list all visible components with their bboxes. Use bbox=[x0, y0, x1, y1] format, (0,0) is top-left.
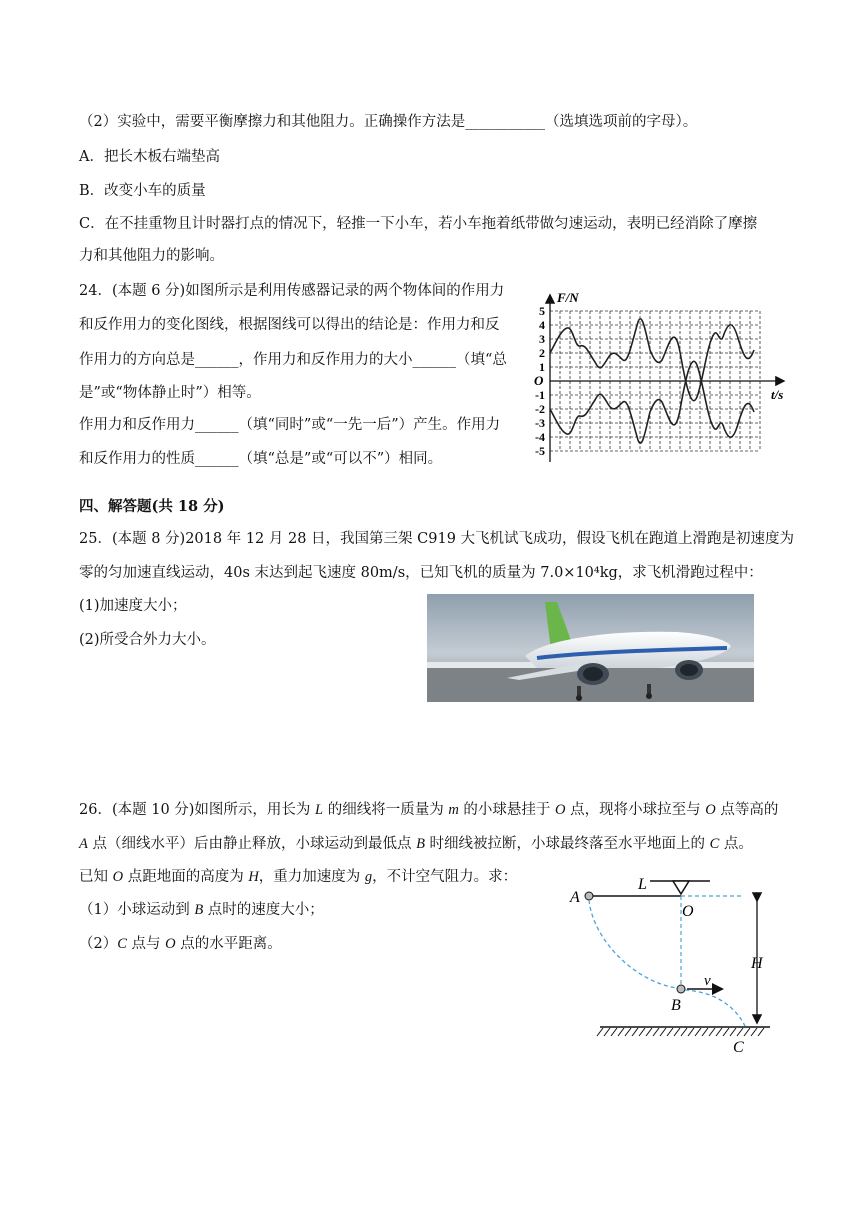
q26-line1: 26．(本题 10 分)如图所示，用长为 L 的细线将一质量为 m 的小球悬挂于 O 点，现将小球拉至与 O 点等高的 bbox=[79, 802, 779, 818]
hatch-mark bbox=[737, 1028, 743, 1036]
q23-option-a: A．把长木板右端垫高 bbox=[79, 149, 220, 165]
hatch-mark bbox=[646, 1028, 652, 1036]
q23-part2-stem: （2）实验中，需要平衡摩擦力和其他阻力。正确操作方法是___________（选填选项前的字母）。 bbox=[79, 114, 698, 130]
label-a: A bbox=[570, 889, 580, 906]
y-tick-label: 1 bbox=[539, 360, 545, 374]
hatch-mark bbox=[688, 1028, 694, 1036]
q25-line1: 25．(本题 8 分)2018 年 12 月 28 日，我国第三架 C919 大飞机试飞成功，假设飞机在跑道上滑跑是初速度为 bbox=[79, 531, 795, 547]
hatch-mark bbox=[639, 1028, 645, 1036]
hatch-mark bbox=[716, 1028, 722, 1036]
x-axis-label: t/s bbox=[771, 387, 784, 402]
label-l: L bbox=[638, 876, 647, 893]
label-h: H bbox=[751, 955, 763, 972]
q25-line2: 零的匀加速直线运动，40s 末达到起飞速度 80m/s，已知飞机的质量为 7.0×10⁴kg，求飞机滑跑过程中： bbox=[79, 565, 763, 581]
y-tick-label: 3 bbox=[539, 332, 545, 346]
hatch-mark bbox=[660, 1028, 666, 1036]
hatch-mark bbox=[730, 1028, 736, 1036]
y-tick-label: 2 bbox=[539, 346, 545, 360]
label-o: O bbox=[682, 903, 694, 920]
label-b: B bbox=[671, 997, 681, 1014]
hatch-mark bbox=[681, 1028, 687, 1036]
hatch-mark bbox=[674, 1028, 680, 1036]
hatch-mark bbox=[625, 1028, 631, 1036]
hatch-mark bbox=[744, 1028, 750, 1036]
hatch-mark bbox=[709, 1028, 715, 1036]
q24-line6: 和反作用力的性质______（填“总是”或“可以不”）相同。 bbox=[79, 451, 443, 467]
y-tick-label: 4 bbox=[539, 318, 545, 332]
hatch-mark bbox=[751, 1028, 757, 1036]
y-axis-label: F/N bbox=[557, 290, 579, 305]
ball-at-b bbox=[677, 985, 685, 993]
label-c: C bbox=[733, 1039, 744, 1056]
q24-line3: 作用力的方向总是______，作用力和反作用力的大小______（填“总 bbox=[79, 352, 507, 368]
force-time-graph bbox=[528, 290, 793, 465]
y-tick-label: -1 bbox=[535, 388, 545, 402]
hatch-mark bbox=[632, 1028, 638, 1036]
force-curve-lower bbox=[550, 361, 754, 443]
y-tick-label: -3 bbox=[535, 416, 545, 430]
hatch-mark bbox=[653, 1028, 659, 1036]
q25-sub2: (2)所受合外力大小。 bbox=[79, 632, 216, 648]
q26-line3: 已知 O 点距地面的高度为 H，重力加速度为 g，不计空气阻力。求： bbox=[79, 869, 518, 885]
hatch-mark bbox=[618, 1028, 624, 1036]
hatch-mark bbox=[723, 1028, 729, 1036]
q25-sub1: (1)加速度大小； bbox=[79, 598, 187, 614]
q23-option-c-line2: 力和其他阻力的影响。 bbox=[79, 248, 224, 264]
q24-line1: 24．(本题 6 分)如图所示是利用传感器记录的两个物体间的作用力 bbox=[79, 283, 505, 299]
label-v: v bbox=[704, 973, 711, 989]
ball-at-a bbox=[585, 892, 593, 900]
pendulum-diagram bbox=[565, 870, 780, 1060]
q26-sub1: （1）小球运动到 B 点时的速度大小； bbox=[79, 902, 324, 918]
arc-path bbox=[589, 900, 677, 988]
q24-line4: 是”或“物体静止时”）相等。 bbox=[79, 385, 261, 401]
q26-sub2: （2）C 点与 O 点的水平距离。 bbox=[79, 936, 282, 952]
q26-line2: A 点（细线水平）后由静止释放，小球运动到最低点 B 时细线被拉断，小球最终落至水平地面上的 C 点。 bbox=[79, 836, 753, 852]
origin-label: O bbox=[534, 373, 544, 388]
hatch-mark bbox=[667, 1028, 673, 1036]
projectile-path bbox=[685, 990, 745, 1026]
hatch-mark bbox=[604, 1028, 610, 1036]
q24-line2: 和反作用力的变化图线，根据图线可以得出的结论是：作用力和反 bbox=[79, 317, 500, 333]
q23-option-b: B．改变小车的质量 bbox=[79, 183, 206, 199]
hatch-mark bbox=[695, 1028, 701, 1036]
hatch-mark bbox=[611, 1028, 617, 1036]
y-tick-label: -2 bbox=[535, 402, 545, 416]
section-4-title: 四、解答题(共 18 分) bbox=[79, 498, 225, 515]
pivot-triangle bbox=[673, 881, 689, 894]
c919-airplane-photo bbox=[427, 594, 754, 702]
y-tick-label: -5 bbox=[535, 444, 545, 458]
force-curve-upper bbox=[550, 319, 754, 401]
q23-option-c-line1: C．在不挂重物且计时器打点的情况下，轻推一下小车，若小车拖着纸带做匀速运动，表明已经消除了摩擦 bbox=[79, 216, 758, 232]
hatch-mark bbox=[758, 1028, 764, 1036]
q24-line5: 作用力和反作用力______（填“同时”或“一先一后”）产生。作用力 bbox=[79, 417, 501, 433]
hatch-mark bbox=[702, 1028, 708, 1036]
y-tick-label: 5 bbox=[539, 304, 545, 318]
y-tick-label: -4 bbox=[535, 430, 545, 444]
hatch-mark bbox=[597, 1028, 603, 1036]
ground-hatching bbox=[597, 1028, 764, 1036]
